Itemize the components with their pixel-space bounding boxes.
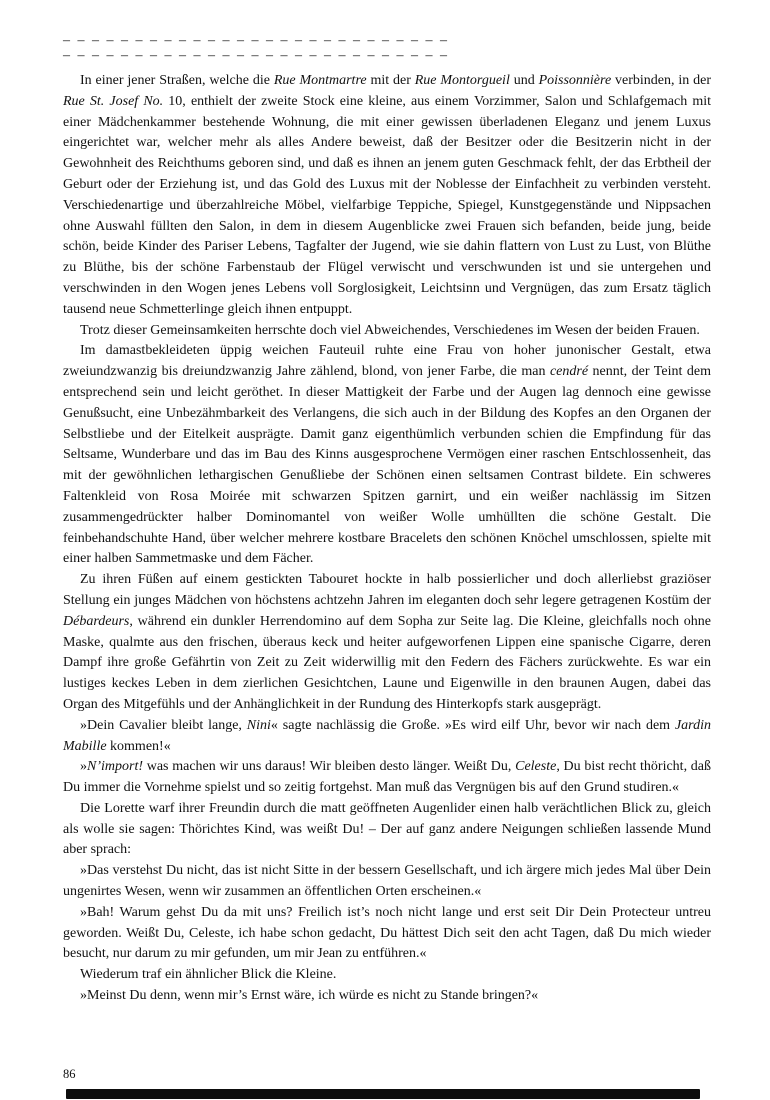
paragraph: [63, 903, 711, 965]
paragraph: [63, 757, 711, 799]
paragraph: [63, 341, 711, 570]
separator-dash-line: – – – – – – – – – – – – – – – – – – – – – – – – – – –: [63, 48, 448, 63]
text-segment: »Das verstehst Du nicht, das ist nicht Sitte in der bessern Gesellschaft, und ich ärgere mich jedes Mal über Dein ungenirtes Wesen, wenn wir zusammen an öffentlichen Orten erscheinen.«: [63, 863, 711, 900]
text-body: [63, 71, 711, 1007]
text-segment: In einer jener Straßen, welche die: [80, 73, 274, 88]
italic-text: cendré: [549, 364, 589, 380]
separator-dash-line: – – – – – – – – – – – – – – – – – – – – – – – – – – –: [63, 33, 448, 48]
italic-text: Nini: [246, 717, 271, 733]
text-segment: und: [509, 73, 539, 88]
paragraph: [63, 71, 711, 321]
italic-text: N’import!: [87, 759, 143, 775]
text-segment: Trotz dieser Gemeinsamkeiten herrschte doch viel Abweichendes, Verschiedenes im Wesen der beiden Frauen.: [80, 322, 700, 338]
text-segment: verbinden, in der: [611, 73, 712, 88]
paragraph: [63, 799, 711, 861]
paragraph: [63, 861, 711, 903]
paragraph: [63, 321, 711, 342]
paragraph: [63, 986, 711, 1007]
text-segment: , während ein dunkler Herrendomino auf dem Sopha zur Seite lag. Die Kleine, gleichfalls noch ohne Maske, qualmte aus den frischen, überaus keck und heiter aufgeworfenen Lippen eine spanische Cigarre, deren Dampf ihre große Gefährtin von Zeit zu Zeit widerwillig mit den Federn des Fächers zurückwehte. Es war ein lustiges keckes Leben in dem zierlichen Gesichtchen, Laune und Eigenwille in den braunen Augen, dabei das Organ des Mitgefühls und der Anhänglichkeit in der Rundung des Hinterkopfs stark ausgeprägt.: [63, 613, 711, 712]
bottom-bar: [66, 1089, 700, 1099]
text-segment: »Meinst Du denn, wenn mir’s Ernst wäre, ich würde es nicht zu Stande bringen?«: [80, 988, 539, 1004]
text-segment: Wiederum traf ein ähnlicher Blick die Kleine.: [80, 967, 337, 983]
italic-text: Poissonnière: [538, 73, 612, 88]
paragraph: [63, 570, 711, 716]
text-segment: Zu ihren Füßen auf einem gestickten Tabouret hockte in halb possierlicher und doch allerliebst graziöser Stellung ein junges Mädchen von höchstens achtzehn Jahren im eleganten doch sehr legere getragenen Kostüm der: [63, 572, 711, 608]
italic-text: Celeste: [515, 759, 557, 775]
paragraph: [63, 965, 711, 986]
paragraph: [63, 716, 711, 758]
text-segment: »Dein Cavalier bleibt lange,: [80, 717, 247, 733]
text-segment: »Bah! Warum gehst Du da mit uns? Freilich ist’s noch nicht lange und erst seit Dir Dein Protecteur untreu geworden. Weißt Du, Celeste, ich habe schon gedacht, Du hättest Dich seit den acht Tagen, daß Du mich wieder besucht, nur darum zu mir gefunden, um mir Jean zu entführen.«: [63, 904, 711, 962]
text-segment: Im damastbekleideten üppig weichen Fauteuil ruhte eine Frau von hoher junonischer Gestalt, etwa zweiundzwanzig bis dreiundzwanzig Jahre zählend, blond, von jener Farbe, die man: [63, 343, 711, 380]
italic-text: Rue St. Josef No.: [63, 93, 164, 109]
text-segment: kommen!«: [106, 738, 171, 754]
italic-text: Jardin Mabille: [63, 717, 711, 754]
text-segment: « sagte nachlässig die Große. »Es wird eilf Uhr, bevor wir nach dem: [270, 717, 675, 733]
italic-text: Rue Montorgueil: [414, 73, 510, 88]
text-segment: Die Lorette warf ihrer Freundin durch die matt geöffneten Augenlider einen halb verächtlichen Blick zu, gleich als wolle sie sagen: Thörichtes Kind, was weißt Du! – Der auf ganz andere Neigungen schließen lassende Mund aber sprach:: [63, 800, 711, 858]
italic-text: Débardeurs: [63, 613, 130, 629]
text-block: [63, 34, 711, 1007]
text-segment: 10, enthielt der zweite Stock eine kleine, aus einem Vorzimmer, Salon und Schlafgemach mit einer Mädchenkammer bestehende Wohnung, die mit einer gewissen überladenen Eleganz und jenem Luxus eingerichtet war, welcher mehr als alles Andere beweist, daß der Besitzer oder die Besitzerin nicht in der Gewohnheit des Reichthums geboren sind, und daß es ihnen an jenem guten Geschmack fehlt, der das Erbtheil der Geburt oder der Erziehung ist, und das Gold des Luxus mit der Noblesse der Einfachheit zu verbinden versteht. Verschiedenartige und überzahlreiche Möbel, vielfarbige Teppiche, Spiegel, Kunstgegenstände und Nippsachen ohne Auswahl füllten den Salon, in dem in diesem Augenblicke zwei Frauen sich befanden, beide jung, beide schön, beide Kinder des Pariser Lebens, Tagfalter der Jugend, wie sie dahin flattern von Lust zu Lust, von Blüthe zu Blüthe, bis der schöne Farbenstaub der Flügel verwischt und verschwunden ist und sie untergehen und verschwinden in den Wogen jenes Lebens voll Sorglosigkeit, Leichtsinn und Vergnügen, das zum Ersatz täglich tausend neue Schmetterlinge gleich ihnen entpuppt.: [63, 93, 711, 317]
text-segment: »: [80, 759, 87, 775]
text-segment: , Du bist recht thöricht, daß Du immer die Vornehme spielst und so zeitig fortgehst. Man muß das Vergnügen bis auf den Grund studiren.«: [63, 759, 711, 796]
text-segment: mit der: [366, 73, 415, 88]
italic-text: Rue Montmartre: [273, 73, 367, 88]
text-segment: was machen wir uns daraus! Wir bleiben desto länger. Weißt Du,: [143, 759, 516, 775]
text-segment: nennt, der Teint dem entsprechend sein und leicht geröthet. In dieser Mattigkeit der Farbe und der Augen lag dennoch eine gewisse Genußsucht, eine Unbezähmbarkeit des Verlangens, die sich auch in der Bildung des Kopfes an den Organen der Selbstliebe und der Eitelkeit ausprägte. Damit ganz eigenthümlich verbunden schien die Empfindung für das Seltsame, Wunderbare und das im Bau des Kinns ausgesprochene Vermögen einer raschen Entschlossenheit, das mit der gewöhnlichen lethargischen Genußliebe der Schönen einen seltsamen Contrast bildete. Ein schweres Faltenkleid von Rosa Moirée mit schwarzen Spitzen garnirt, und ein weißer nachlässig im Sitzen zusammengedrückter halber Dominomantel von weißer Wolle umhüllten die schöne Gestalt. Die feinbehandschuhte Hand, über welcher mehrere kostbare Bracelets den schönen Knöchel umschlossen, spielte mit einer halben Sammetmaske und dem Fächer.: [63, 364, 711, 567]
page-number: 86: [63, 1067, 76, 1081]
